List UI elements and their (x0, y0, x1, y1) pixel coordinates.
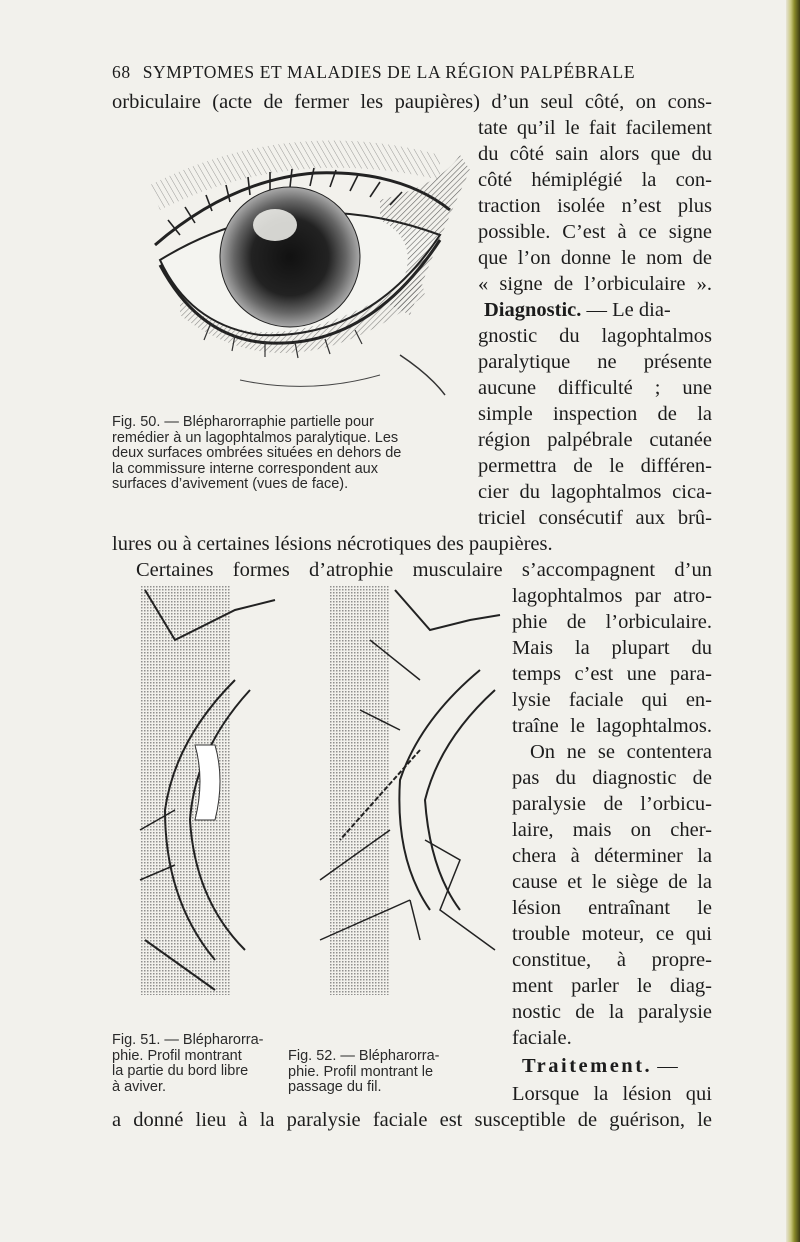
text-line: région palpébrale cutanée (478, 429, 712, 451)
caption-line: remédier à un lagophtalmos paralytique. Les (112, 429, 399, 446)
section-heading-traitement (522, 1053, 712, 1079)
text-line: phie de l’orbiculaire. (512, 611, 712, 633)
text-line: lagophtalmos par atro- (512, 585, 712, 607)
text-line: constitue, à propre- (512, 949, 712, 971)
caption-line: Fig. 50. — Blépharorraphie partielle pour (112, 414, 374, 430)
caption-line: phie. Profil montrant le (288, 1063, 434, 1080)
text-line: aucune difficulté ; une (478, 377, 712, 399)
text-line: cause et le siège de la (512, 871, 712, 893)
text-line: « signe de l’orbiculaire ». (478, 273, 712, 295)
text-fragment: — (652, 1055, 678, 1077)
text-line: tate qu’il le fait facilement (478, 117, 712, 139)
text-line: paralytique ne présente (478, 351, 712, 373)
text-line: lysie faciale qui en- (512, 689, 712, 711)
text-line: temps c’est une para- (512, 663, 712, 685)
text-line: cier du lagophtalmos cica- (478, 481, 712, 503)
text-line: ment parler le diag- (512, 975, 712, 997)
text-line: faciale. (512, 1027, 572, 1049)
caption-line: surfaces d’avivement (vues de face). (112, 476, 349, 492)
page-edge (786, 0, 800, 1242)
text-line: Lorsque la lésion qui (512, 1083, 712, 1105)
caption-line: passage du fil. (288, 1079, 382, 1095)
text-line: traction isolée n’est plus (478, 195, 712, 217)
fig51-caption (112, 1033, 282, 1095)
text-line: pas du diagnostic de (512, 767, 712, 789)
text-line: orbiculaire (acte de fermer les paupières) d’un seul côté, on cons- (112, 91, 712, 113)
running-head-title: SYMPTOMES ET MALADIES DE LA RÉGION PALPÉBRALE (142, 62, 636, 82)
caption-line: à aviver. (112, 1078, 166, 1095)
text-line: paralysie de l’orbicu- (512, 793, 712, 815)
text-line: permettra de le différen- (478, 455, 712, 477)
text-line: nostic de la paralysie (512, 1001, 712, 1023)
text-line: On ne se contentera (530, 741, 712, 763)
text-line: trouble moteur, ce qui (512, 923, 712, 945)
text-line: gnostic du lagophtalmos (478, 325, 712, 347)
text-line: triciel consécutif aux brû- (478, 507, 712, 529)
text-line: lures ou à certaines lésions nécrotiques des paupières. (112, 533, 553, 555)
caption-line: la commissure interne correspondent aux (112, 460, 378, 477)
text-line: du côté sain alors que du (478, 143, 712, 165)
text-line: que l’on donne le nom de (478, 247, 712, 269)
eyelid-profile-illustration (135, 580, 285, 1000)
text-line: traîne le lagophtalmos. (512, 715, 712, 737)
text-line: Certaines formes d’atrophie musculaire s’accompagnent d’un (136, 559, 712, 581)
text-fragment: — Le dia- (581, 299, 671, 321)
eyelid-suture-profile-illustration (300, 580, 510, 1000)
text-line: possible. C’est à ce signe (478, 221, 712, 243)
eye-illustration (140, 125, 475, 415)
traitement-heading: Traitement. (522, 1055, 653, 1077)
running-header (112, 62, 712, 83)
caption-line: Fig. 52. — Blépharorra- (288, 1048, 440, 1064)
page-number: 68 (112, 62, 131, 82)
section-heading-diagnostic (484, 297, 712, 323)
caption-line: deux surfaces ombrées situées en dehors de (112, 445, 402, 461)
fig52-caption (288, 1049, 488, 1096)
caption-line: la partie du bord libre (112, 1063, 249, 1079)
caption-line: Fig. 51. — Blépharorra- (112, 1032, 264, 1048)
text-line: Mais la plupart du (512, 637, 712, 659)
text-line: a donné lieu à la paralysie faciale est susceptible de guérison, le (112, 1109, 712, 1131)
text-line: laire, mais on cher- (512, 819, 712, 841)
caption-line: phie. Profil montrant (112, 1047, 242, 1064)
text-line: simple inspection de la (478, 403, 712, 425)
text-line: lésion entraînant le (512, 897, 712, 919)
text-line: chera à déterminer la (512, 845, 712, 867)
text-line: côté hémiplégié la con- (478, 169, 712, 191)
fig50-caption (112, 415, 457, 493)
diagnostic-heading: Diagnostic. (484, 299, 582, 321)
